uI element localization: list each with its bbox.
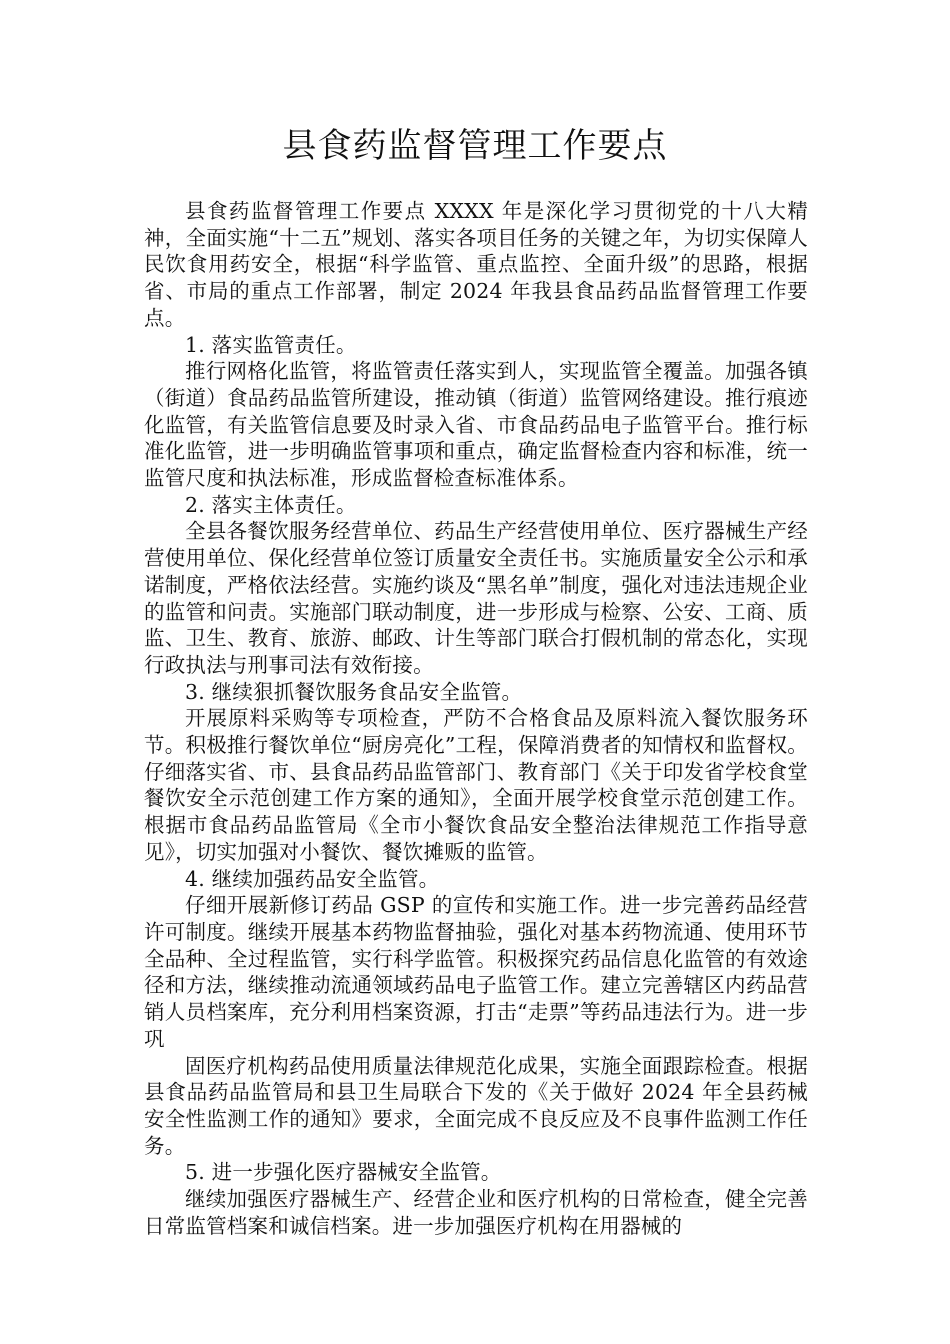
section-3-paragraph: 开展原料采购等专项检查，严防不合格食品及原料流入餐饮服务环节。积极推行餐饮单位“厨房亮化”工程，保障消费者的知情权和监督权。仔细落实省、市、县食品药品监管部门、教育部门《关于印发省学校食堂餐饮安全示范创建工作方案的通知》，全面开展学校食堂示范创建工作。根据市食品药品监管局《全市小餐饮食品安全整治法律规范工作指导意见》，切实加强对小餐饮、餐饮摊贩的监管。: [144, 706, 808, 864]
section-4-paragraph: 仔细开展新修订药品 GSP 的宣传和实施工作。进一步完善药品经营许可制度。继续开展基本药物监督抽验，强化对基本药物流通、使用环节全品种、全过程监管，实行科学监管。积极探究药品信息化监管的有效途径和方法，继续推动流通领域药品电子监管工作。建立完善辖区内药品营销人员档案库，充分利用档案资源，打击“走票”等药品违法行为。进一步巩: [144, 893, 808, 1051]
section-4-paragraph-continued: 固医疗机构药品使用质量法律规范化成果，实施全面跟踪检查。根据县食品药品监管局和县卫生局联合下发的《关于做好 2024 年全县药械安全性监测工作的通知》要求，全面完成不良反应及不良事件监测工作任务。: [144, 1053, 808, 1158]
section-2-paragraph: 全县各餐饮服务经营单位、药品生产经营使用单位、医疗器械生产经营使用单位、保化经营单位签订质量安全责任书。实施质量安全公示和承诺制度，严格依法经营。实施约谈及“黑名单”制度，强化对违法违规企业的监管和问责。实施部门联动制度，进一步形成与检察、公安、工商、质监、卫生、教育、旅游、邮政、计生等部门联合打假机制的常态化，实现行政执法与刑事司法有效衔接。: [144, 519, 808, 677]
document-title: 县食药监督管理工作要点: [282, 126, 668, 166]
section-5-paragraph: 继续加强医疗器械生产、经营企业和医疗机构的日常检查，健全完善日常监管档案和诚信档案。进一步加强医疗机构在用器械的: [144, 1187, 808, 1238]
section-heading-1: 1. 落实监管责任。: [185, 332, 357, 357]
document-body: [144, 198, 808, 1239]
section-heading-4: 4. 继续加强药品安全监管。: [185, 866, 440, 891]
section-heading-5: 5. 进一步强化医疗器械安全监管。: [185, 1160, 502, 1185]
section-heading-2: 2. 落实主体责任。: [185, 492, 357, 517]
intro-paragraph: 县食药监督管理工作要点 XXXX 年是深化学习贯彻党的十八大精神，全面实施“十二五”规划、落实各项目任务的关键之年，为切实保障人民饮食用药安全，根据“科学监管、重点监控、全面升级”的思路，根据省、市局的重点工作部署，制定 2024 年我县食品药品监督管理工作要点。: [144, 199, 808, 330]
section-heading-3: 3. 继续狠抓餐饮服务食品安全监管。: [185, 679, 523, 704]
section-1-paragraph: 推行网格化监管，将监管责任落实到人，实现监管全覆盖。加强各镇（街道）食品药品监管所建设，推动镇（街道）监管网络建设。推行痕迹化监管，有关监管信息要及时录入省、市食品药品电子监管平台。推行标准化监管，进一步明确监管事项和重点，确定监督检查内容和标准，统一监管尺度和执法标准，形成监督检查标准体系。: [144, 359, 808, 491]
